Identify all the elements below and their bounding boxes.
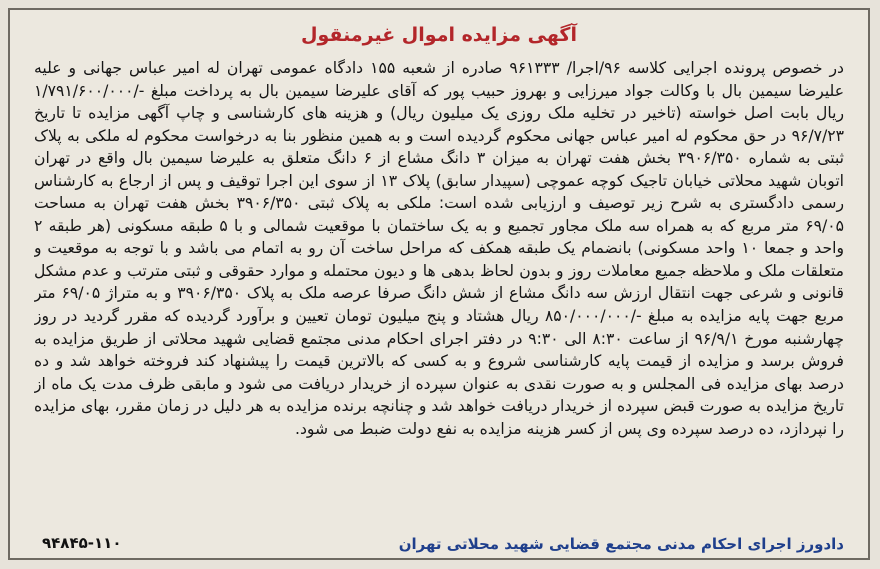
notice-frame	[8, 8, 870, 560]
notice-title: آگهی مزایده اموال غیرمنقول	[301, 24, 577, 46]
notice-reference-number: ۹۴۸۴۵-۱۱۰	[42, 534, 122, 552]
notice-signature: دادورز اجرای احکام مدنی مجتمع قضایی شهید محلاتی تهران	[398, 535, 844, 553]
notice-body: در خصوص پرونده اجرایی کلاسه ۹۶/اجرا/ ۹۶۱۳۳۳ صادره از شعبه ۱۵۵ دادگاه عمومی تهران له امیر عباس جهانی و علیه علیرضا سیمین بال با وکالت جواد میرزایی و بهروز حبیب پور که آقای علیرضا سیمین بال به پرداخت مبلغ -/۱/۷۹۱/۶۰۰/۰۰۰ ریال بابت اصل خواسته (تاخیر در تخلیه ملک روزی یک میلیون ریال) و هزینه های کارشناسی و چاپ آگهی مزایده تا تاریخ ۹۶/۷/۲۳ در حق محکوم له امیر عباس جهانی محکوم گردیده است و به همین منظور بنا به درخواست محکوم له ملکی به پلاک ثبتی به شماره ۳۹۰۶/۳۵۰ بخش هفت تهران به میزان ۳ دانگ مشاع از ۶ دانگ متعلق به علیرضا سیمین بال واقع در تهران اتوبان شهید محلاتی خیابان تاجیک کوچه عموچی (سپیدار سابق) پلاک ۱۳ از سوی این اجرا توقیف و پس از ارجاع به کارشناس رسمی دادگستری به شرح زیر توصیف و ارزیابی شده است: ملکی به پلاک ثبتی ۳۹۰۶/۳۵۰ بخش هفت تهران به مساحت ۶۹/۰۵ متر مربع که به همراه سه ملک مجاور تجمیع و به یک ساختمان با موقعیت شمالی و با ۵ طبقه مسکونی (هر طبقه ۲ واحد و جمعا ۱۰ واحد مسکونی) بانضمام یک طبقه همکف که مراحل ساخت آن رو به اتمام می باشد و با توجه به موقعیت و متعلقات ملک و ملاحظه جمیع معاملات روز و بدون لحاظ بدهی ها و دیون محتمله و موارد حقوقی و ثبتی مترتب و عدم مشکل قانونی و شرعی جهت انتقال ارزش سه دانگ مشاع از شش دانگ صرفا عرصه ملک به پلاک ۳۹۰۶/۳۵۰ و به متراژ ۶۹/۰۵ متر مربع جهت پایه مزایده به مبلغ -/۸۵۰/۰۰۰/۰۰۰ ریال هشتاد و پنج میلیون تومان تعیین و برآورد گردیده که مقرر گردید در روز چهارشنبه مورخ ۹۶/۹/۱ از ساعت ۸:۳۰ الی ۹:۳۰ در دفتر اجرای احکام مدنی مجتمع قضایی شهید محلاتی از طریق مزایده به فروش برسد و مزایده از قیمت پایه کارشناسی شروع و به کسی که بالاترین قیمت را پیشنهاد کند فروخته خواهد شد و ده درصد بهای مزایده فی المجلس و به صورت نقدی به عنوان سپرده از خریدار دریافت می شود و مابقی ظرف مدت یک ماه از تاریخ مزایده به صورت قبض سپرده از خریدار دریافت خواهد شد و چنانچه برنده مزایده به هر دلیل در زمان مقرر، بهای مزایده را نپردازد، ده درصد سپرده وی پس از کسر هزینه مزایده به نفع دولت ضبط می شود.	[34, 59, 844, 438]
